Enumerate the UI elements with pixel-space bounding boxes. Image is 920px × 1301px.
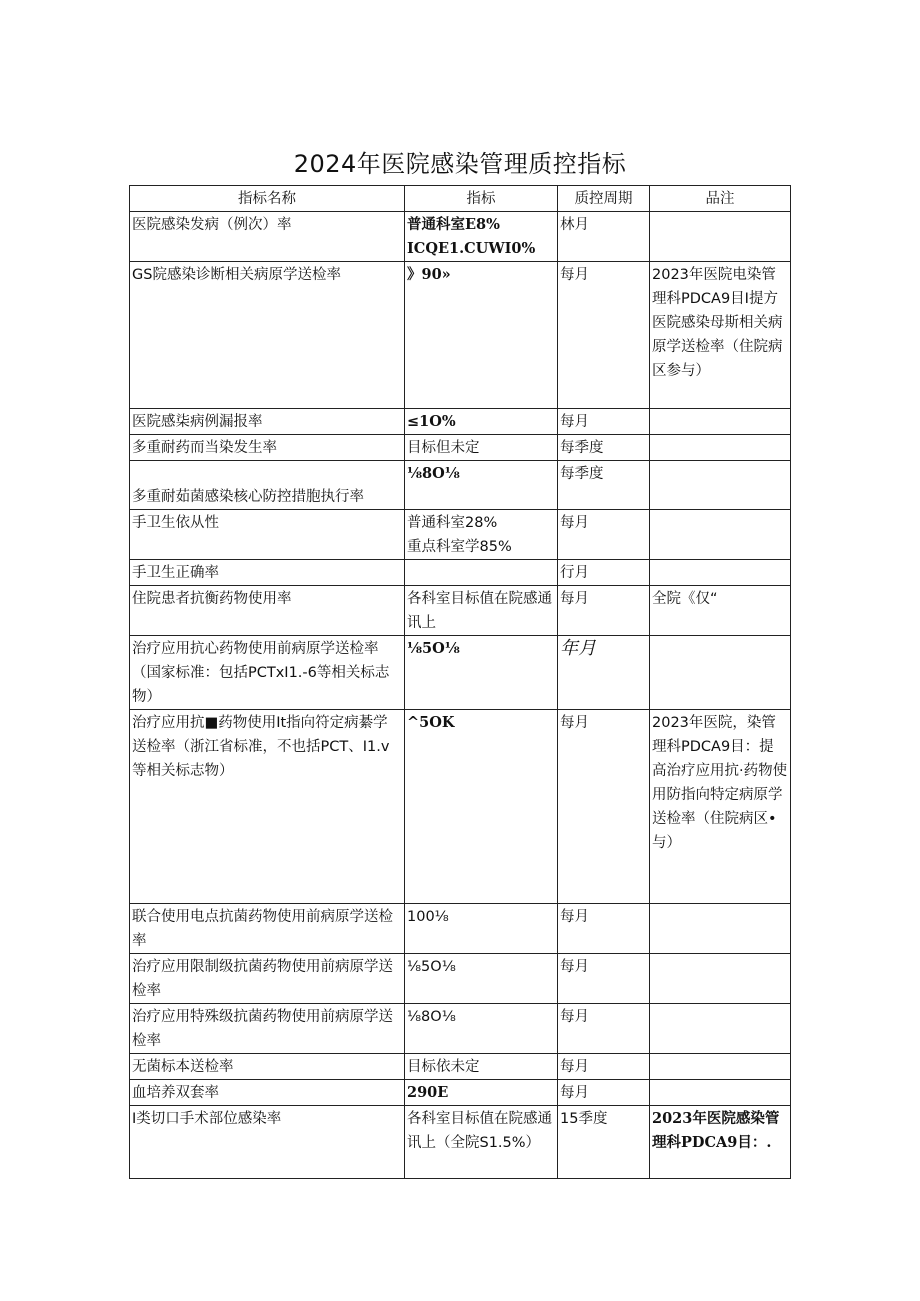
indicator-note: 2023年医院，染管理科PDCA9目：提高治疗应用抗·药物使用防指向特定病原学送检率（住院病区•与） [650, 710, 791, 904]
table-header-row [130, 186, 791, 212]
indicator-name: 联合使用电点抗菌药物使用前病原学送检率 [130, 904, 405, 954]
indicator-period: 每月 [558, 954, 650, 1004]
indicator-note: 2023年医院感染管理科PDCA9目：. [650, 1106, 791, 1179]
table-row [130, 262, 791, 409]
indicator-note [650, 1004, 791, 1054]
indicator-name: 治疗应用抗■药物使用It指向符定病綦学送检率（浙江省标准，不也括PCT、I1.v等相关标志物） [130, 710, 405, 904]
table-row [130, 212, 791, 262]
indicator-period: 每月 [558, 1054, 650, 1080]
indicator-note [650, 1080, 791, 1106]
indicator-target: 普通科室28% 重点科室学85% [405, 510, 558, 560]
indicator-note [650, 461, 791, 510]
indicator-note [650, 560, 791, 586]
indicator-name: 血培养双套率 [130, 1080, 405, 1106]
indicator-name: 多重耐药而当染发生率 [130, 435, 405, 461]
indicator-target: 普通科室E8% ICQE1.CUWI0% [405, 212, 558, 262]
indicator-period: 每月 [558, 1080, 650, 1106]
indicator-note [650, 1054, 791, 1080]
indicator-note: 全院《仅“ [650, 586, 791, 636]
indicator-name: GS院感染诊断相关病原学送检率 [130, 262, 405, 409]
table-row [130, 1004, 791, 1054]
header-note: 品注 [650, 186, 791, 212]
table-row [130, 435, 791, 461]
indicator-note [650, 510, 791, 560]
indicator-target: ⅛8O⅛ [405, 461, 558, 510]
table-row [130, 560, 791, 586]
indicator-note [650, 904, 791, 954]
indicator-target: ⅛5O⅛ [405, 636, 558, 710]
indicator-target: 290E [405, 1080, 558, 1106]
table-row [130, 710, 791, 904]
indicator-target [405, 560, 558, 586]
indicator-target: 目标依未定 [405, 1054, 558, 1080]
header-period: 质控周期 [558, 186, 650, 212]
indicator-name: 治疗应用限制级抗菌药物使用前病原学送检率 [130, 954, 405, 1004]
quality-indicator-table [129, 185, 791, 1179]
indicator-period: 每月 [558, 904, 650, 954]
header-indicator: 指标 [405, 186, 558, 212]
indicator-period: 每季度 [558, 461, 650, 510]
indicator-name: 住院患者抗衡药物使用率 [130, 586, 405, 636]
table-row [130, 1054, 791, 1080]
indicator-name: 多重耐茹菌感染核心防控措胞执行率 [130, 461, 405, 510]
indicator-name: 医院感柒病例漏报率 [130, 409, 405, 435]
indicator-target: ⅛8O⅛ [405, 1004, 558, 1054]
indicator-target: 各科室目标值在院感通讯上 [405, 586, 558, 636]
indicator-target: ⅛5O⅛ [405, 954, 558, 1004]
indicator-period: 每月 [558, 710, 650, 904]
table-row [130, 510, 791, 560]
indicator-target: 各科室目标值在院感通讯上（全院S1.5%） [405, 1106, 558, 1179]
indicator-note: 2023年医院电染管理科PDCA9目I提方医院感染母斯相关病原学送检率（住院病区参与） [650, 262, 791, 409]
table-row [130, 1080, 791, 1106]
table-row [130, 904, 791, 954]
indicator-name: I类切口手术部位感染率 [130, 1106, 405, 1179]
indicator-name: 治疗应用特殊级抗菌药物使用前病原学送检率 [130, 1004, 405, 1054]
indicator-note [650, 212, 791, 262]
indicator-period: 行月 [558, 560, 650, 586]
page-title: 2024年医院感染管理质控指标 [293, 150, 627, 178]
table-row [130, 1106, 791, 1179]
indicator-period: 年月 [558, 636, 650, 710]
indicator-note [650, 636, 791, 710]
indicator-name: 医院感染发病（例次）率 [130, 212, 405, 262]
table-row [130, 954, 791, 1004]
indicator-target: ^5OK [405, 710, 558, 904]
indicator-period: 每月 [558, 262, 650, 409]
indicator-period: 每月 [558, 1004, 650, 1054]
table-row [130, 636, 791, 710]
indicator-note [650, 435, 791, 461]
indicator-period: 林月 [558, 212, 650, 262]
indicator-period: 每季度 [558, 435, 650, 461]
indicator-note [650, 954, 791, 1004]
indicator-note [650, 409, 791, 435]
table-row [130, 409, 791, 435]
indicator-period: 每月 [558, 510, 650, 560]
indicator-target: 》90» [405, 262, 558, 409]
indicator-target: ≤1O% [405, 409, 558, 435]
table-row [130, 461, 791, 510]
indicator-target: 100⅛ [405, 904, 558, 954]
indicator-name: 手卫生依从性 [130, 510, 405, 560]
indicator-name: 无菌标本送检率 [130, 1054, 405, 1080]
indicator-period: 每月 [558, 586, 650, 636]
indicator-period: 15季度 [558, 1106, 650, 1179]
indicator-target: 目标但未定 [405, 435, 558, 461]
indicator-name: 手卫生正确率 [130, 560, 405, 586]
header-indicator-name: 指标名称 [130, 186, 405, 212]
table-row [130, 586, 791, 636]
indicator-name: 治疗应用抗心药物使用前病原学送检率（国家标准：包括PCTxI1.-6等相关标志物） [130, 636, 405, 710]
indicator-period: 每月 [558, 409, 650, 435]
